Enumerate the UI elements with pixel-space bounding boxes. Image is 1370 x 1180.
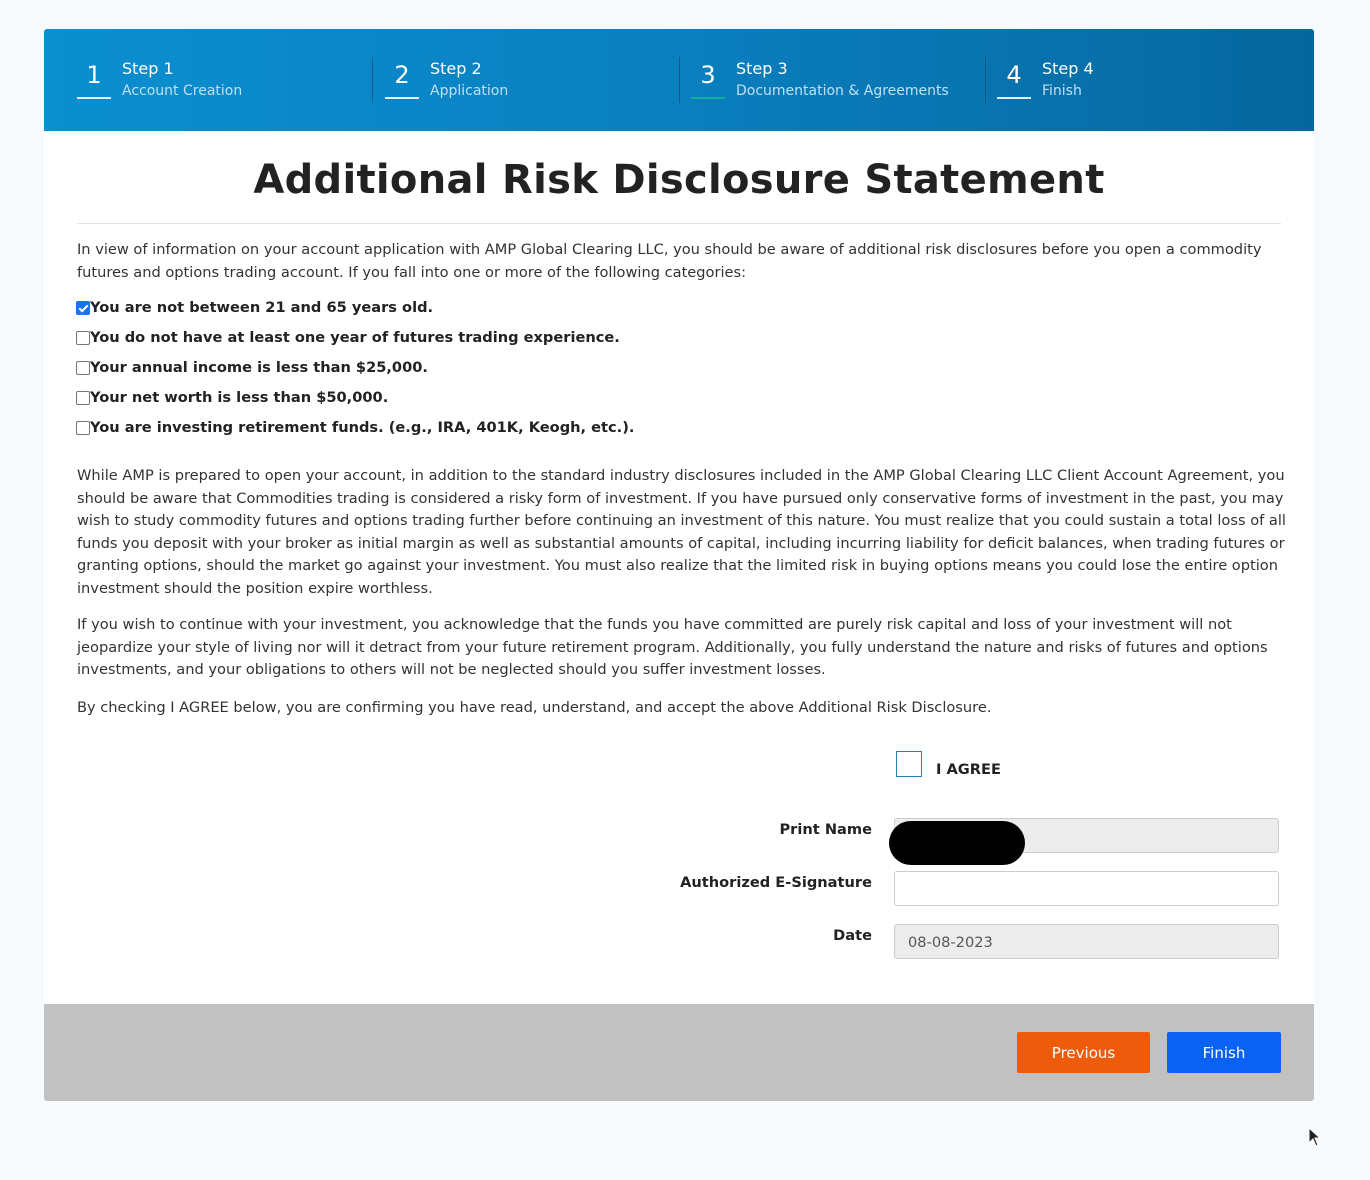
signature-label: Authorized E-Signature: [680, 874, 872, 891]
checkbox[interactable]: [76, 361, 90, 375]
step-3-subtitle: Documentation & Agreements: [736, 83, 949, 99]
step-2-underline: [385, 97, 419, 99]
title-divider: [77, 223, 1281, 224]
mouse-cursor-icon: [1308, 1127, 1322, 1149]
date-label: Date: [833, 927, 872, 944]
category-checkbox-income[interactable]: [76, 359, 428, 381]
category-checkbox-age[interactable]: [76, 299, 433, 321]
step-divider: [679, 57, 680, 103]
print-name-label: Print Name: [779, 821, 872, 838]
risk-paragraph-2: If you wish to continue with your investment, you acknowledge that the funds you have committed are purely risk capital and loss of your investment will not jeopardize your style of living nor will it detract from your future retirement program. Additionally, you fully understand the nature and risks of futures and options investments, and your obligations to others will not be neglected should you suffer investment losses.: [77, 616, 1268, 678]
category-label: You are investing retirement funds. (e.g., IRA, 401K, Keogh, etc.).: [90, 419, 635, 436]
step-2-number: 2: [394, 61, 410, 89]
step-3-underline: [691, 97, 725, 99]
form-footer: [44, 1004, 1314, 1101]
step-4-number: 4: [1006, 61, 1022, 89]
previous-button[interactable]: Previous: [1017, 1032, 1150, 1073]
step-divider: [985, 57, 986, 103]
intro-text: In view of information on your account application with AMP Global Clearing LLC, you should be aware of additional risk disclosures before you open a commodity futures and options trading account. If you fall into one or more of the following categories:: [77, 241, 1262, 281]
category-checkbox-net-worth[interactable]: [76, 389, 388, 411]
form-card: [44, 29, 1314, 1101]
step-progress-bar: [44, 29, 1314, 131]
category-checkbox-experience[interactable]: [76, 329, 620, 351]
step-4-title: Step 4: [1042, 59, 1094, 78]
checkbox[interactable]: [76, 331, 90, 345]
e-signature-input[interactable]: [894, 871, 1279, 906]
agree-checkbox[interactable]: [896, 751, 922, 777]
date-field[interactable]: 08-08-2023: [894, 924, 1279, 959]
step-1-subtitle: Account Creation: [122, 83, 243, 99]
category-checkbox-retirement[interactable]: [76, 419, 634, 441]
redaction-mark: [889, 821, 1025, 865]
step-divider: [372, 57, 373, 103]
step-4-subtitle: Finish: [1042, 83, 1082, 99]
checkbox[interactable]: [76, 391, 90, 405]
category-label: Your annual income is less than $25,000.: [90, 359, 428, 376]
category-label: You do not have at least one year of futures trading experience.: [90, 329, 620, 346]
step-1-underline: [77, 97, 111, 99]
step-4-underline: [997, 97, 1031, 99]
finish-button[interactable]: Finish: [1167, 1032, 1281, 1073]
step-3-title: Step 3: [736, 59, 788, 78]
checkbox[interactable]: [76, 421, 90, 435]
step-1-number: 1: [86, 61, 102, 89]
step-2-title: Step 2: [430, 59, 482, 78]
agree-label: I AGREE: [936, 761, 1001, 778]
checkbox[interactable]: [76, 301, 90, 315]
page-title: Additional Risk Disclosure Statement: [253, 157, 1105, 203]
step-1-title: Step 1: [122, 59, 174, 78]
category-label: You are not between 21 and 65 years old.: [90, 299, 434, 316]
category-label: Your net worth is less than $50,000.: [90, 389, 389, 406]
risk-paragraph-1: While AMP is prepared to open your account, in addition to the standard industry disclosures included in the AMP Global Clearing LLC Client Account Agreement, you should be aware that Commodities trading is considered a risky form of investment. If you have pursued only conservative forms of investment in the past, you may wish to study commodity futures and options trading further before continuing an investment of this nature. You must realize that you could sustain a total loss of all funds you deposit with your broker as initial margin as well as substantial amounts of capital, including incurring liability for deficit balances, when trading futures or granting options, should the market go against your investment. You must also realize that the limited risk in buying options means you could lose the entire option investment should the position expire worthless.: [77, 467, 1286, 597]
step-3-number: 3: [700, 61, 716, 89]
step-2-subtitle: Application: [430, 83, 509, 99]
agreement-instructions: By checking I AGREE below, you are confirming you have read, understand, and accept the above Additional Risk Disclosure.: [77, 699, 992, 716]
